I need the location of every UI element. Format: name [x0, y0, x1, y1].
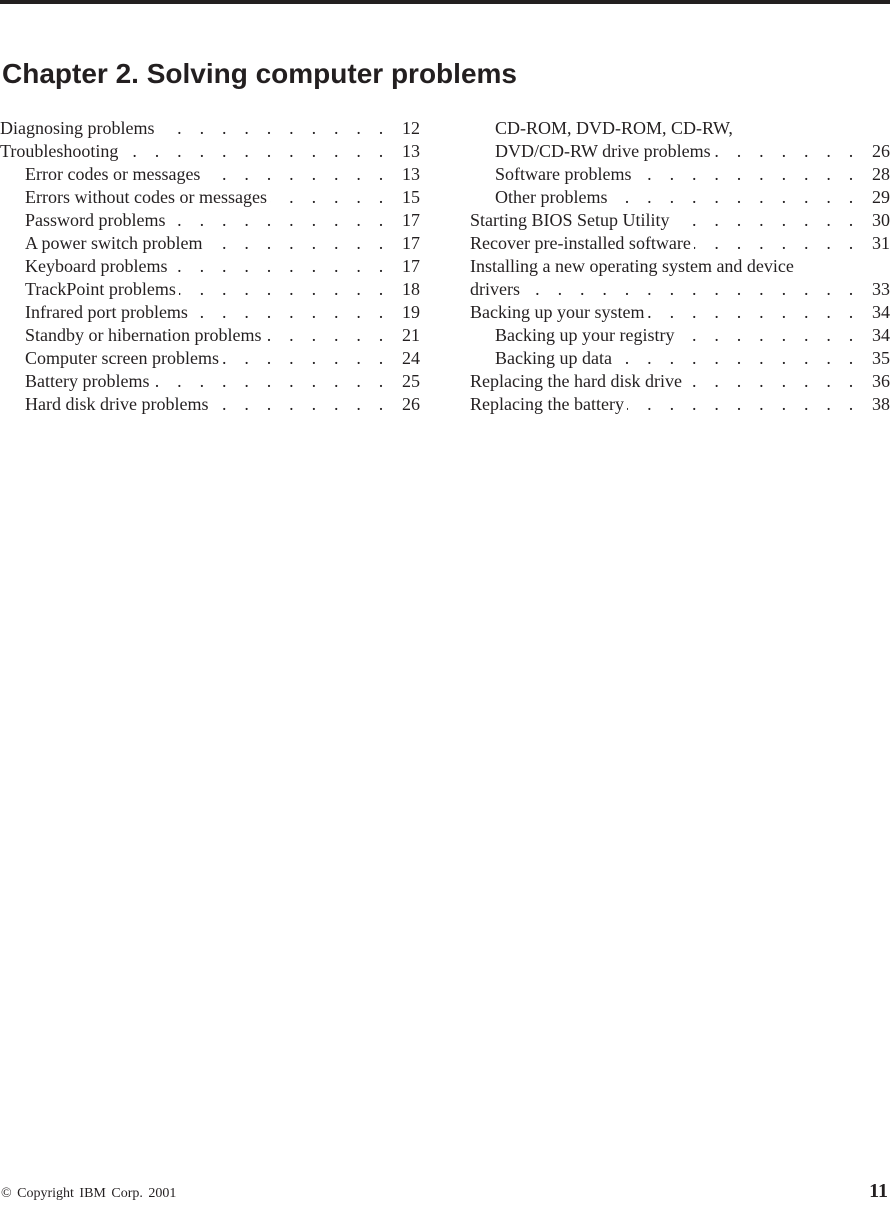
toc-entry-page: 21 [390, 324, 420, 347]
dot-leader [25, 301, 390, 324]
toc-entry-title: Recover pre-installed software [470, 233, 694, 253]
toc-entry-page: 15 [390, 186, 420, 209]
toc-entry-title: Other problems [495, 187, 610, 207]
dot-leader [25, 255, 390, 278]
toc-left-column [0, 117, 420, 416]
toc-entry-page: 26 [390, 393, 420, 416]
toc-entry-title-line1: Installing a new operating system and device [470, 256, 797, 276]
dot-leader [25, 209, 390, 232]
toc-entry[interactable] [470, 163, 890, 186]
toc-entry-title: Replacing the hard disk drive [470, 371, 685, 391]
dot-leader [495, 163, 860, 186]
toc-entry-page: 38 [860, 393, 890, 416]
dot-leader [25, 393, 390, 416]
toc-entry-page: 12 [390, 117, 420, 140]
toc-entry-page: 25 [390, 370, 420, 393]
dot-leader [25, 324, 390, 347]
toc-entry-page: 28 [860, 163, 890, 186]
toc-entry[interactable] [0, 255, 420, 278]
dot-leader [470, 301, 860, 324]
toc-entry-page: 29 [860, 186, 890, 209]
toc-entry[interactable] [0, 163, 420, 186]
toc-entry-title: Error codes or messages [25, 164, 203, 184]
toc-entry-page: 33 [860, 278, 890, 301]
dot-leader [470, 370, 860, 393]
toc-entry[interactable] [470, 301, 890, 324]
dot-leader [0, 117, 390, 140]
dot-leader [470, 232, 860, 255]
toc-entry-title: Standby or hibernation problems [25, 325, 264, 345]
dot-leader [25, 370, 390, 393]
toc-entry[interactable] [0, 232, 420, 255]
toc-entry-page: 13 [390, 140, 420, 163]
toc-entry[interactable] [470, 324, 890, 347]
toc-entry[interactable] [0, 186, 420, 209]
dot-leader [495, 140, 860, 163]
toc-entry-page: 34 [860, 301, 890, 324]
dot-leader [25, 278, 390, 301]
toc-entry[interactable] [0, 140, 420, 163]
top-rule [0, 0, 890, 4]
toc-entry-title: Replacing the battery [470, 394, 627, 414]
dot-leader [25, 163, 390, 186]
dot-leader [495, 347, 860, 370]
toc-entry-title: Backing up your registry [495, 325, 677, 345]
toc-entry[interactable] [470, 209, 890, 232]
toc-entry-title: Software problems [495, 164, 634, 184]
toc-entry[interactable] [470, 278, 890, 301]
toc-entry[interactable] [0, 370, 420, 393]
toc-entry-title: Starting BIOS Setup Utility [470, 210, 673, 230]
toc-entry-title-line1: CD-ROM, DVD-ROM, CD-RW, [495, 118, 736, 138]
toc-entry-page: 26 [860, 140, 890, 163]
toc-entry[interactable] [0, 209, 420, 232]
toc-entry-title: Backing up your system [470, 302, 647, 322]
toc-entry-title: Errors without codes or messages [25, 187, 270, 207]
toc-entry[interactable] [470, 393, 890, 416]
toc-entry-title: drivers [470, 279, 523, 299]
dot-leader [25, 347, 390, 370]
toc-right-column [470, 117, 890, 416]
toc-entry-title: Battery problems [25, 371, 152, 391]
toc-entry-page: 30 [860, 209, 890, 232]
toc-entry-page: 17 [390, 255, 420, 278]
dot-leader [25, 186, 390, 209]
toc-entry-title: A power switch problem [25, 233, 205, 253]
toc-entry-page: 19 [390, 301, 420, 324]
toc-entry-title: DVD/CD-RW drive problems [495, 141, 714, 161]
copyright-notice: © Copyright IBM Corp. 2001 [1, 1186, 177, 1201]
toc-entry-page: 31 [860, 232, 890, 255]
dot-leader [0, 140, 390, 163]
toc-entry[interactable] [470, 140, 890, 163]
chapter-title: Chapter 2. Solving computer problems [2, 58, 517, 89]
toc-entry[interactable] [0, 278, 420, 301]
toc-entry[interactable] [0, 347, 420, 370]
toc-entry-title: Infrared port problems [25, 302, 191, 322]
toc-entry-title: Hard disk drive problems [25, 394, 211, 414]
toc-entry-page: 36 [860, 370, 890, 393]
toc-entry-page: 34 [860, 324, 890, 347]
toc-entry[interactable] [0, 324, 420, 347]
toc-entry[interactable] [0, 393, 420, 416]
dot-leader [470, 209, 860, 232]
toc-entry-title: Troubleshooting [0, 141, 121, 161]
toc-entry[interactable] [470, 186, 890, 209]
toc-entry-title: TrackPoint problems [25, 279, 179, 299]
toc-entry-title: Keyboard problems [25, 256, 170, 276]
toc-entry-continued-line[interactable] [470, 117, 890, 140]
toc-entry-page: 18 [390, 278, 420, 301]
toc-entry[interactable] [470, 370, 890, 393]
page-number: 11 [869, 1180, 888, 1202]
toc-entry-page: 24 [390, 347, 420, 370]
toc-entry-page: 35 [860, 347, 890, 370]
toc-entry[interactable] [470, 347, 890, 370]
toc-entry-title: Computer screen problems [25, 348, 222, 368]
toc-entry-title: Backing up data [495, 348, 615, 368]
toc-entry-title: Password problems [25, 210, 169, 230]
dot-leader [25, 232, 390, 255]
toc-entry-page: 13 [390, 163, 420, 186]
toc-entry-continued-line[interactable] [470, 255, 890, 278]
toc-entry[interactable] [0, 117, 420, 140]
toc-entry[interactable] [0, 301, 420, 324]
toc-entry-page: 17 [390, 232, 420, 255]
dot-leader [495, 324, 860, 347]
toc-entry-page: 17 [390, 209, 420, 232]
dot-leader [470, 278, 860, 301]
toc-entry[interactable] [470, 232, 890, 255]
toc-entry-title: Diagnosing problems [0, 118, 158, 138]
dot-leader [470, 393, 860, 416]
dot-leader [495, 186, 860, 209]
page-footer [0, 1180, 890, 1205]
